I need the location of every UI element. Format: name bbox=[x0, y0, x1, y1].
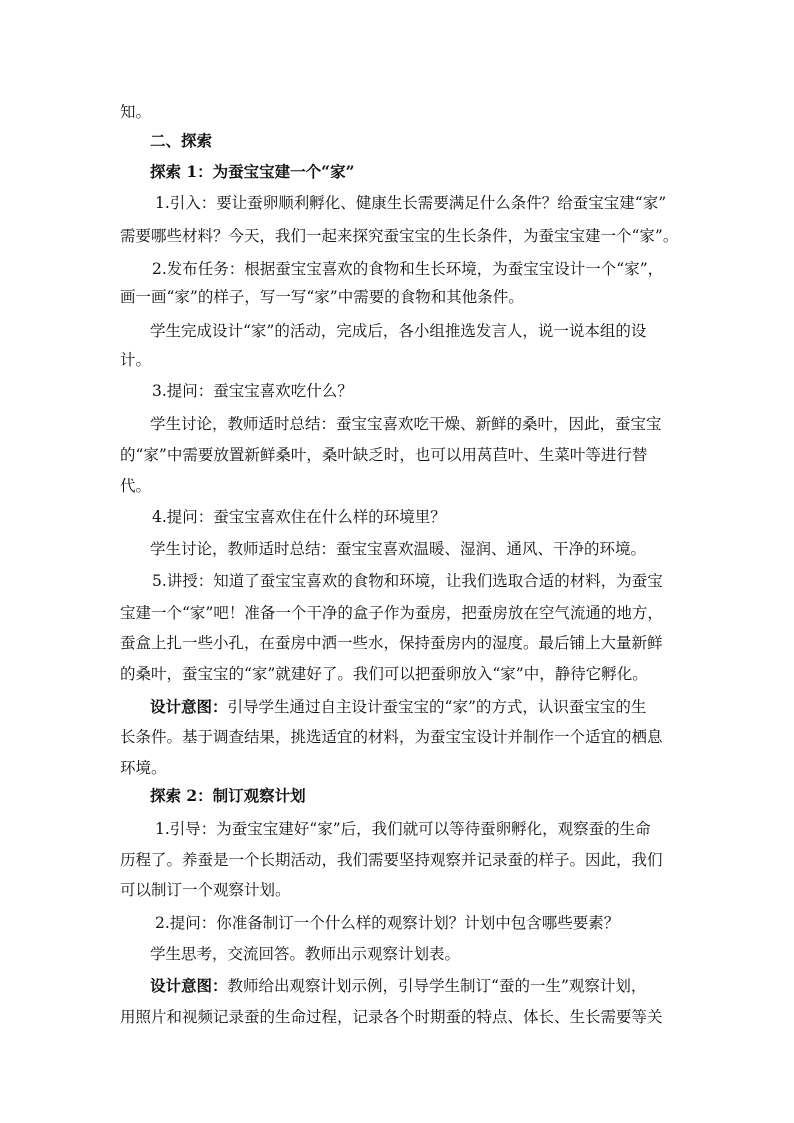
design-intent-label: 设计意图： bbox=[150, 976, 228, 995]
paragraph-line: 1.引入：要让蚕卵顺利孵化、健康生长需要满足什么条件？给蚕宝宝建“家” bbox=[155, 194, 667, 212]
paragraph-line: 宝建一个“家”吧！准备一个干净的盒子作为蚕房，把蚕房放在空气流通的地方， bbox=[120, 604, 663, 622]
paragraph-line: 学生讨论，教师适时总结：蚕宝宝喜欢吃干燥、新鲜的桑叶，因此，蚕宝宝 bbox=[150, 415, 662, 433]
paragraph-line: 3.提问：蚕宝宝喜欢吃什么？ bbox=[152, 382, 353, 400]
design-intent-text: 教师给出观察计划示例，引导学生制订“蚕的一生”观察计划， bbox=[227, 977, 647, 995]
paragraph-line: 4.提问：蚕宝宝喜欢住在什么样的环境里？ bbox=[152, 508, 446, 526]
paragraph-line: 长条件。基于调查结果，挑选适宜的材料，为蚕宝宝设计并制作一个适宜的栖息 bbox=[120, 728, 663, 746]
paragraph-line: 用照片和视频记录蚕的生命过程，记录各个时期蚕的特点、体长、生长需要等关 bbox=[120, 1008, 663, 1026]
paragraph-line: 的桑叶，蚕宝宝的“家”就建好了。我们可以把蚕卵放入“家”中，静待它孵化。 bbox=[120, 665, 648, 683]
paragraph-line: 可以制订一个观察计划。 bbox=[120, 881, 291, 899]
design-intent-line bbox=[150, 976, 646, 996]
paragraph-line: 学生思考，交流回答。教师出示观察计划表。 bbox=[150, 945, 461, 963]
paragraph-line: 知。 bbox=[120, 103, 152, 121]
paragraph-line: 代。 bbox=[120, 477, 152, 495]
subsection-heading: 探索 2：制订观察计划 bbox=[150, 786, 306, 805]
paragraph-line: 蚕盒上扎一些小孔，在蚕房中洒一些水，保持蚕房内的湿度。最后铺上大量新鲜 bbox=[120, 634, 663, 652]
paragraph-line: 计。 bbox=[120, 351, 152, 369]
paragraph-line: 画一画“家”的样子，写一写“家”中需要的食物和其他条件。 bbox=[120, 288, 524, 306]
paragraph-line: 学生完成设计“家”的活动，完成后，各小组推选发言人，说一说本组的设 bbox=[150, 322, 647, 340]
paragraph-line: 环境。 bbox=[120, 759, 167, 777]
paragraph-line: 的“家”中需要放置新鲜桑叶，桑叶缺乏时，也可以用莴苣叶、生菜叶等进行替 bbox=[120, 446, 648, 464]
section-heading: 二、探索 bbox=[150, 131, 213, 150]
paragraph-line: 2.发布任务：根据蚕宝宝喜欢的食物和生长环境，为蚕宝宝设计一个“家”， bbox=[152, 260, 664, 278]
paragraph-line: 1.引导：为蚕宝宝建好“家”后，我们就可以等待蚕卵孵化，观察蚕的生命 bbox=[155, 820, 651, 838]
paragraph-line: 5.讲授：知道了蚕宝宝喜欢的食物和环境，让我们选取合适的材料，为蚕宝 bbox=[152, 572, 663, 590]
design-intent-line bbox=[150, 697, 646, 717]
design-intent-label: 设计意图： bbox=[150, 697, 228, 716]
paragraph-line: 学生讨论，教师适时总结：蚕宝宝喜欢温暖、湿润、通风、干净的环境。 bbox=[150, 540, 647, 558]
paragraph-line: 2.提问：你准备制订一个什么样的观察计划？计划中包含哪些要素？ bbox=[155, 914, 620, 932]
paragraph-line: 需要哪些材料？今天，我们一起来探究蚕宝宝的生长条件，为蚕宝宝建一个“家”。 bbox=[120, 227, 679, 245]
subsection-heading: 探索 1：为蚕宝宝建一个“家” bbox=[150, 162, 355, 181]
design-intent-text: 引导学生通过自主设计蚕宝宝的“家”的方式，认识蚕宝宝的生 bbox=[227, 698, 647, 716]
paragraph-line: 历程了。养蚕是一个长期活动，我们需要坚持观察并记录蚕的样子。因此，我们 bbox=[120, 851, 663, 869]
